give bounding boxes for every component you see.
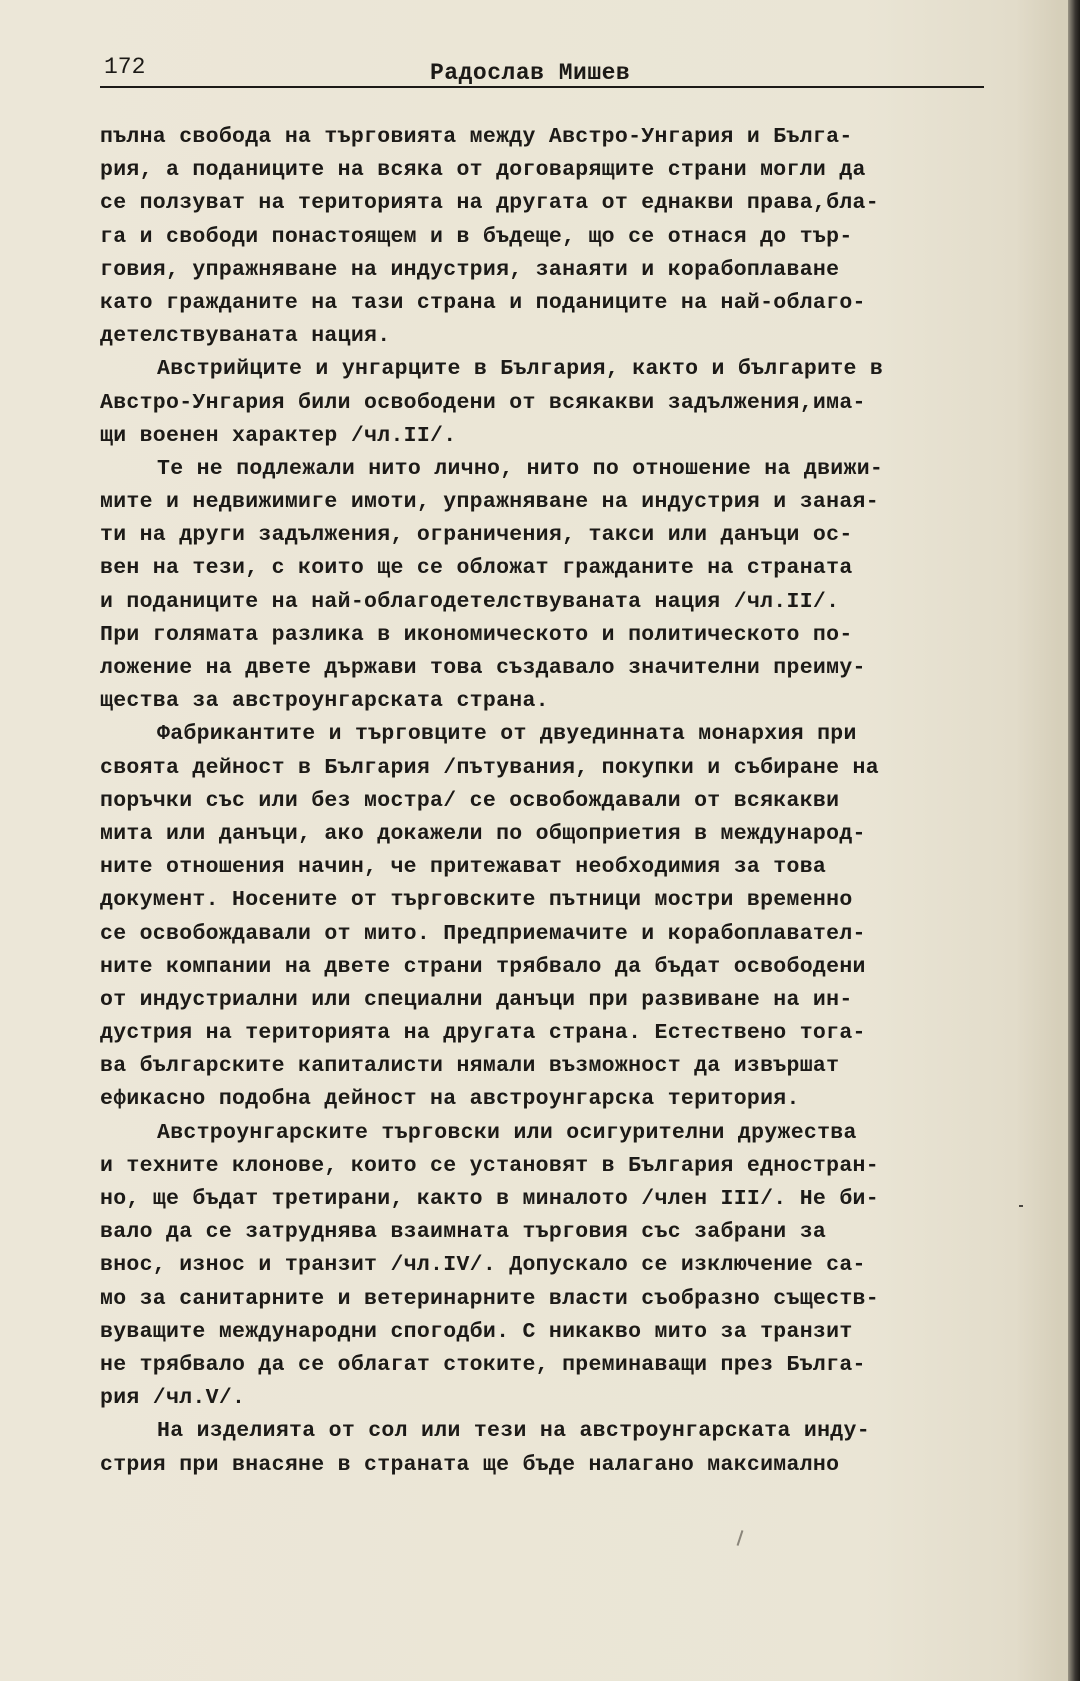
text-line: говия, упражняване на индустрия, занаяти и корабоплаване	[100, 257, 840, 282]
text-line: не трябвало да се облагат стоките, преминаващи през Бълга-	[100, 1352, 866, 1377]
text-line: мите и недвижимиге имоти, упражняване на индустрия и заная-	[100, 490, 879, 515]
stray-dot-mark	[1019, 1205, 1023, 1207]
text-line: рия, а поданиците на всяка от договарящите страни могли да	[100, 158, 866, 183]
text-line: щества за австроунгарската страна.	[100, 689, 549, 714]
paragraph-first-line: Фабрикантите и търговците от двуединната монархия при	[157, 722, 857, 747]
text-line: но, ще бъдат третирани, както в миналото /член III/. Не би-	[100, 1187, 879, 1211]
text-line: вуващите международни спогодби. С никакво мито за транзит	[100, 1319, 853, 1344]
text-line: пълна свобода на търговията между Австро-Унгария и Бълга-	[100, 125, 853, 149]
text-line: мо за санитарните и ветеринарните власти съобразно съществ-	[100, 1286, 879, 1311]
text-line: ти на други задължения, ограничения, такси или данъци ос-	[100, 523, 853, 548]
text-line: като гражданите на тази страна и поданиците на най-облаго-	[100, 290, 866, 315]
page-number: 172	[104, 54, 146, 80]
text-line: внос, износ и транзит /чл.IV/. Допускало се изключение са-	[100, 1253, 866, 1278]
paragraph-first-line: Австрийците и унгарците в България, както и българите в	[157, 357, 884, 382]
text-line: документ. Носените от търговските пътници мостри временно	[100, 888, 853, 913]
text-line: щи военен характер /чл.II/.	[100, 423, 457, 448]
text-line: При голямата разлика в икономическото и политическото по-	[100, 622, 853, 647]
text-line: ните отношения начин, че притежават необходимия за това	[100, 855, 827, 880]
paragraph-first-line: Австроунгарските търговски или осигурителни дружества	[157, 1120, 857, 1145]
text-line: детелствуваната нация.	[100, 324, 391, 349]
text-line: ните компании на двете страни трябвало да бъдат освободени	[100, 954, 866, 979]
text-line: вало да се затруднява взаимната търговия със забрани за	[100, 1220, 827, 1245]
text-line: вен на тези, с които ще се обложат гражданите на страната	[100, 556, 853, 581]
text-line: своята дейност в България /пътувания, покупки и събиране на	[100, 755, 879, 780]
paragraph-first-line: Те не подлежали нито лично, нито по отношение на движи-	[157, 456, 884, 481]
text-line: и поданиците на най-облагодетелствуваната нация /чл.II/.	[100, 589, 840, 614]
text-line: ва българските капиталисти нямали възможност да извършат	[100, 1054, 840, 1079]
text-line: Австро-Унгария били освободени от всякакви задължения,има-	[100, 390, 866, 415]
stray-pen-mark	[737, 1530, 744, 1546]
running-head: Радослав Мишев	[430, 60, 631, 86]
text-line: дустрия на територията на другата страна. Естествено тога-	[100, 1021, 866, 1046]
text-line: и техните клонове, които се установят в България едностран-	[100, 1153, 879, 1178]
text-line: рия /чл.V/.	[100, 1386, 246, 1411]
text-line: ефикасно подобна дейност на австроунгарска територия.	[100, 1087, 800, 1112]
text-line: от индустриални или специални данъци при развиване на ин-	[100, 987, 853, 1012]
paragraph-first-line: На изделията от сол или тези на австроунгарската инду-	[157, 1419, 870, 1444]
body-text	[100, 121, 990, 1482]
text-line: стрия при внасяне в страната ще бъде налагано максимално	[100, 1452, 840, 1477]
text-line: се освобождавали от мито. Предприемачите и корабоплавател-	[100, 921, 866, 946]
page-header	[100, 52, 984, 88]
header-rule	[100, 86, 984, 88]
text-line: ложение на двете държави това създавало значителни преиму-	[100, 656, 866, 680]
text-line: га и свободи понастоящем и в бъдеще, що се отнася до тър-	[100, 224, 853, 249]
page-edge-shadow	[1068, 0, 1080, 1681]
text-line: поръчки със или без мостра/ се освобождавали от всякакви	[100, 788, 840, 813]
text-line: мита или данъци, ако докажели по общоприетия в международ-	[100, 821, 866, 846]
text-line: се ползуват на територията на другата от еднакви права,бла-	[100, 191, 879, 216]
